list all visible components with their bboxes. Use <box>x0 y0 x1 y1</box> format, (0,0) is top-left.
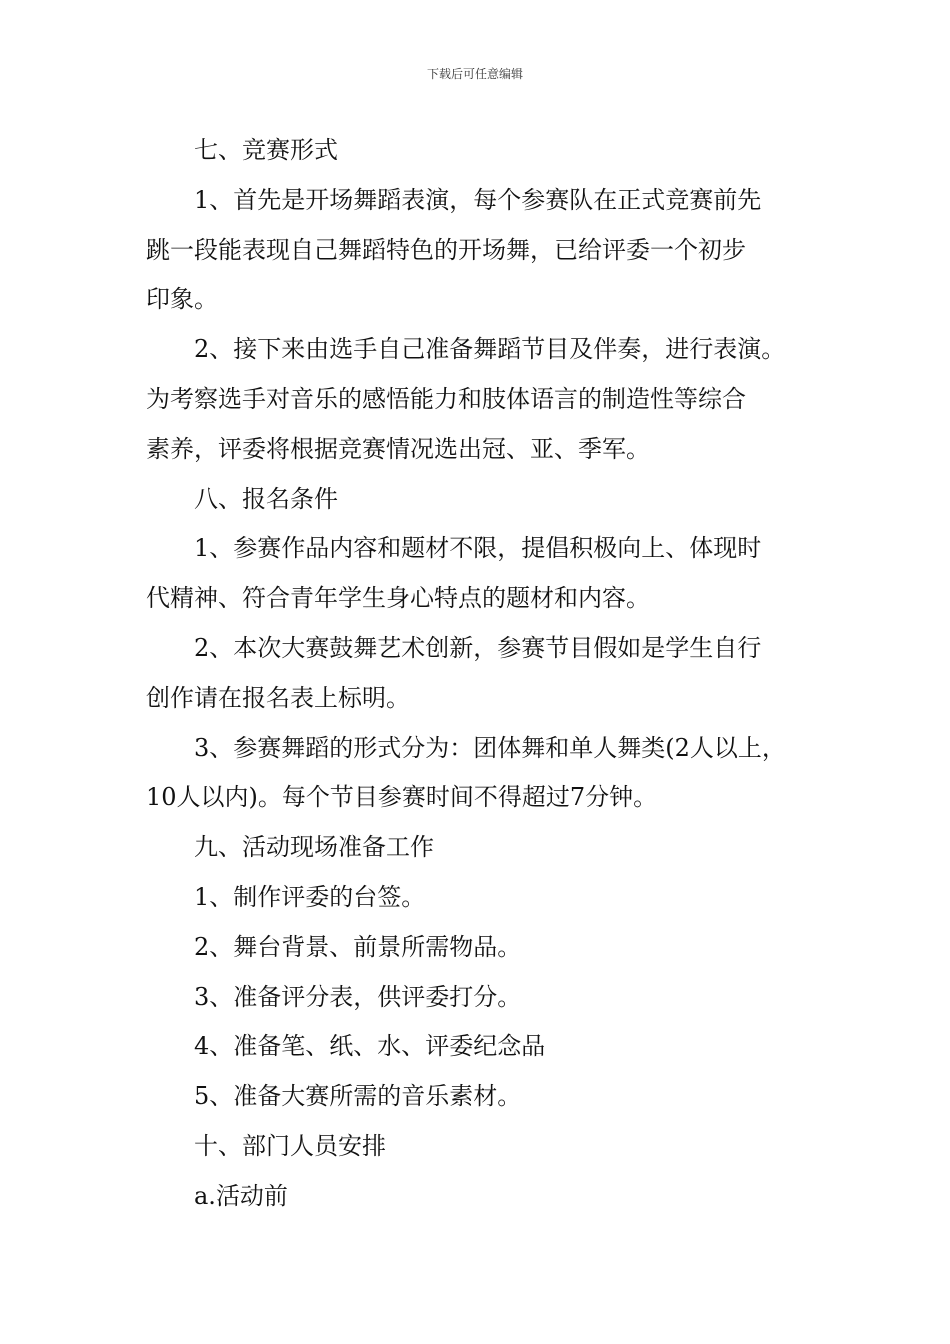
paragraph-9-3 <box>146 973 836 1023</box>
paragraph-8-3 <box>146 724 836 824</box>
paragraph-line: 5、准备大赛所需的音乐素材。 <box>194 1082 522 1111</box>
page-header: 下载后可任意编辑 <box>426 67 523 81</box>
paragraph-line: 十、部门人员安排 <box>194 1131 386 1160</box>
paragraph-7-2 <box>146 325 836 474</box>
paragraph-line: 七、竞赛形式 <box>194 136 338 164</box>
section-heading-8 <box>146 475 836 525</box>
paragraph-line: 1、参赛作品内容和题材不限，提倡积极向上、体现时 <box>194 534 762 563</box>
paragraph-9-4 <box>146 1022 836 1072</box>
paragraph-line: 2、接下来由选手自己准备舞蹈节目及伴奏，进行表演。 <box>194 335 786 364</box>
paragraph-line: 10人以内)。每个节目参赛时间不得超过7分钟。 <box>146 783 658 812</box>
section-heading-10 <box>146 1122 836 1172</box>
paragraph-9-5 <box>146 1072 836 1122</box>
paragraph-line: a.活动前 <box>194 1181 288 1210</box>
paragraph-line: 1、首先是开场舞蹈表演，每个参赛队在正式竞赛前先 <box>194 185 762 214</box>
paragraph-9-1 <box>146 873 836 923</box>
paragraph-8-1 <box>146 524 836 624</box>
paragraph-7-1 <box>146 176 836 325</box>
paragraph-line: 2、本次大赛鼓舞艺术创新，参赛节目假如是学生自行 <box>194 633 762 662</box>
paragraph-9-2 <box>146 923 836 973</box>
paragraph-line: 跳一段能表现自己舞蹈特色的开场舞，已给评委一个初步 <box>146 235 746 264</box>
paragraph-8-2 <box>146 624 836 724</box>
document-body <box>146 126 836 1222</box>
subsection-heading-a <box>146 1172 836 1222</box>
section-heading-7 <box>146 126 836 176</box>
paragraph-line: 代精神、符合青年学生身心特点的题材和内容。 <box>146 584 650 613</box>
paragraph-line: 3、参赛舞蹈的形式分为：团体舞和单人舞类(2人以上， <box>194 733 786 762</box>
paragraph-line: 3、准备评分表，供评委打分。 <box>194 982 522 1011</box>
paragraph-line: 1、制作评委的台签。 <box>194 882 426 911</box>
paragraph-line: 九、活动现场准备工作 <box>194 833 434 862</box>
paragraph-line: 素养，评委将根据竞赛情况选出冠、亚、季军。 <box>146 434 650 463</box>
paragraph-line: 为考察选手对音乐的感悟能力和肢体语言的制造性等综合 <box>146 384 746 413</box>
section-heading-9 <box>146 823 836 873</box>
paragraph-line: 印象。 <box>146 285 218 314</box>
paragraph-line: 八、报名条件 <box>194 484 338 513</box>
paragraph-line: 创作请在报名表上标明。 <box>146 683 410 712</box>
paragraph-line: 2、舞台背景、前景所需物品。 <box>194 932 522 961</box>
paragraph-line: 4、准备笔、纸、水、评委纪念品 <box>194 1032 546 1061</box>
